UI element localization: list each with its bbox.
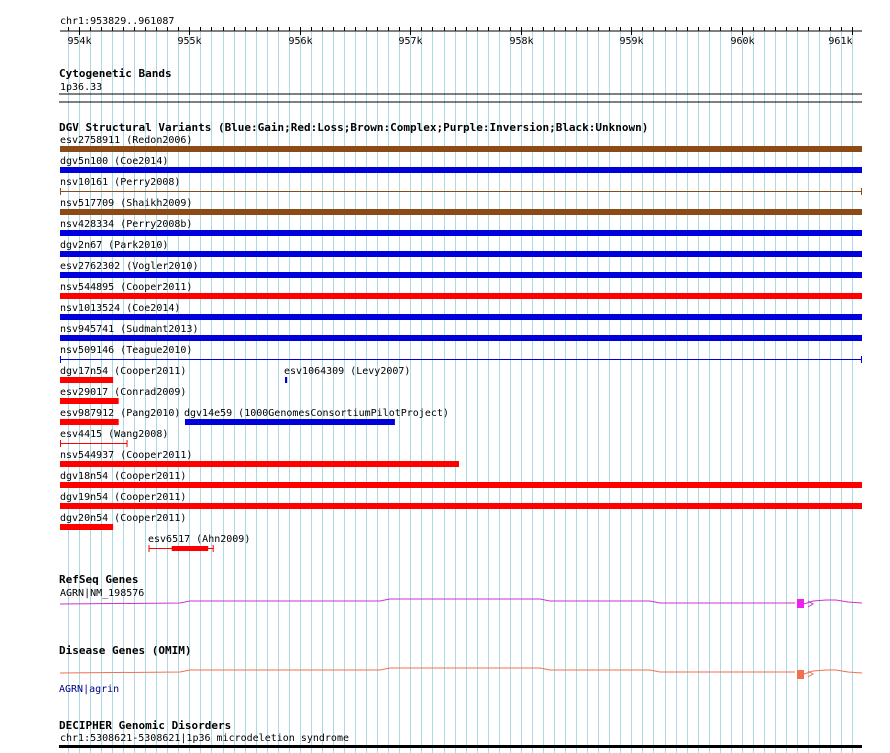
- dgv-variant-label[interactable]: esv2758911 (Redon2006): [60, 135, 193, 146]
- ruler-range-label: chr1:953829..961087: [60, 16, 175, 27]
- dgv-variant[interactable]: [148, 534, 250, 552]
- decipher-title: DECIPHER Genomic Disorders: [59, 719, 232, 732]
- dgv-variant-label[interactable]: dgv20n54 (Cooper2011): [60, 513, 187, 524]
- decipher-entry-label[interactable]: chr1:5308621-5308621|1p36 microdeletion syndrome: [60, 733, 349, 744]
- ruler-tick-label: 955k: [177, 36, 202, 47]
- dgv-variant-bar[interactable]: [60, 524, 113, 530]
- dgv-variant-bar[interactable]: [60, 335, 862, 341]
- dgv-title: DGV Structural Variants (Blue:Gain;Red:Loss;Brown:Complex;Purple:Inversion;Black:Unknown): [59, 121, 649, 134]
- dgv-variant-bar[interactable]: [60, 377, 113, 383]
- dgv-variant-bar[interactable]: [60, 482, 862, 488]
- omim-title: Disease Genes (OMIM): [59, 644, 192, 657]
- dgv-variant-bar[interactable]: [60, 230, 862, 236]
- dgv-variant-label[interactable]: dgv17n54 (Cooper2011): [60, 366, 187, 377]
- dgv-variant-label[interactable]: dgv14e59 (1000GenomesConsortiumPilotProject): [184, 408, 449, 419]
- dgv-variant[interactable]: [60, 219, 862, 236]
- refseq-track: [59, 573, 862, 608]
- dgv-variant-bar[interactable]: [60, 419, 119, 425]
- dgv-variant-bar[interactable]: [60, 146, 862, 152]
- decipher-feature-bar[interactable]: [59, 745, 862, 748]
- dgv-variant[interactable]: [284, 366, 410, 383]
- dgv-variant-label[interactable]: nsv509146 (Teague2010): [60, 345, 193, 356]
- dgv-variant-label[interactable]: nsv544937 (Cooper2011): [60, 450, 193, 461]
- dgv-variant-label[interactable]: dgv18n54 (Cooper2011): [60, 471, 187, 482]
- dgv-variant-label[interactable]: nsv10161 (Perry2008): [60, 177, 181, 188]
- omim-gene-intron[interactable]: [60, 668, 795, 673]
- decipher-track: [59, 719, 862, 748]
- dgv-variant-label[interactable]: nsv1013524 (Coe2014): [60, 303, 181, 314]
- cytoband-band-label: 1p36.33: [60, 82, 103, 93]
- dgv-variant-label[interactable]: esv6517 (Ahn2009): [148, 534, 251, 545]
- ruler-tick-label: 956k: [288, 36, 313, 47]
- dgv-variant-bar[interactable]: [185, 419, 395, 425]
- omim-gene-exon[interactable]: [797, 670, 804, 679]
- dgv-variant[interactable]: [60, 240, 862, 257]
- dgv-variant-bar[interactable]: [60, 272, 862, 278]
- dgv-variant-bar[interactable]: [60, 398, 119, 404]
- refseq-gene-label[interactable]: AGRN|NM_198576: [60, 588, 145, 599]
- omim-track: [59, 644, 862, 695]
- dgv-variant-label[interactable]: esv1064309 (Levy2007): [284, 366, 411, 377]
- dgv-variant-bar[interactable]: [172, 546, 208, 551]
- dgv-variant-label[interactable]: esv4415 (Wang2008): [60, 429, 169, 440]
- dgv-variant[interactable]: [60, 345, 862, 363]
- dgv-variant-bar[interactable]: [60, 359, 862, 360]
- dgv-variant-label[interactable]: esv987912 (Pang2010): [60, 408, 181, 419]
- dgv-variant[interactable]: [60, 471, 862, 488]
- dgv-variant-bar[interactable]: [60, 314, 862, 320]
- refseq-title: RefSeq Genes: [59, 573, 139, 586]
- ruler-tick-label: 960k: [730, 36, 755, 47]
- dgv-variant-label[interactable]: dgv19n54 (Cooper2011): [60, 492, 187, 503]
- ruler-ticks: [67, 27, 852, 47]
- dgv-variant[interactable]: [60, 177, 862, 195]
- dgv-variant-bar[interactable]: [60, 461, 459, 467]
- ruler-tick-label: 957k: [398, 36, 423, 47]
- dgv-variant[interactable]: [60, 324, 862, 341]
- dgv-variant-bar[interactable]: [60, 251, 862, 257]
- dgv-variant[interactable]: [60, 282, 862, 299]
- dgv-variant[interactable]: [60, 408, 180, 425]
- dgv-variant[interactable]: [60, 261, 862, 278]
- dgv-variant-label[interactable]: dgv2n67 (Park2010): [60, 240, 169, 251]
- dgv-track: [59, 121, 862, 552]
- dgv-variant[interactable]: [60, 429, 168, 447]
- ruler-tick-label: 959k: [619, 36, 644, 47]
- dgv-variant[interactable]: [60, 303, 862, 320]
- dgv-variant[interactable]: [60, 198, 862, 215]
- cytoband-track: [59, 67, 862, 102]
- dgv-variant[interactable]: [184, 408, 449, 425]
- dgv-features: [60, 135, 862, 552]
- ruler-tick-label: 958k: [509, 36, 534, 47]
- ruler-tick-label: 961k: [828, 36, 853, 47]
- dgv-variant-bar[interactable]: [60, 209, 862, 215]
- ruler: [60, 16, 862, 47]
- dgv-variant-label[interactable]: esv29017 (Conrad2009): [60, 387, 187, 398]
- dgv-variant-label[interactable]: nsv945741 (Sudmant2013): [60, 324, 199, 335]
- omim-gene-label[interactable]: AGRN|agrin: [59, 684, 120, 695]
- dgv-variant[interactable]: [60, 135, 862, 152]
- refseq-gene-intron[interactable]: [60, 599, 795, 604]
- dgv-variant-label[interactable]: nsv517709 (Shaikh2009): [60, 198, 193, 209]
- dgv-variant-bar[interactable]: [60, 167, 862, 173]
- dgv-variant-label[interactable]: dgv5n100 (Coe2014): [60, 156, 169, 167]
- dgv-variant-bar[interactable]: [285, 377, 287, 383]
- dgv-variant-bar[interactable]: [60, 191, 862, 192]
- ruler-tick-label: 954k: [67, 36, 92, 47]
- dgv-variant-bar[interactable]: [60, 503, 862, 509]
- dgv-variant[interactable]: [60, 492, 862, 509]
- dgv-variant-label[interactable]: esv2762302 (Vogler2010): [60, 261, 199, 272]
- dgv-variant-bar[interactable]: [60, 443, 128, 444]
- dgv-variant-label[interactable]: nsv544895 (Cooper2011): [60, 282, 193, 293]
- dgv-variant[interactable]: [60, 156, 862, 173]
- cytoband-title: Cytogenetic Bands: [59, 67, 172, 80]
- refseq-gene-exon[interactable]: [797, 599, 804, 608]
- dgv-variant-label[interactable]: nsv428334 (Perry2008b): [60, 219, 193, 230]
- dgv-variant-bar[interactable]: [60, 293, 862, 299]
